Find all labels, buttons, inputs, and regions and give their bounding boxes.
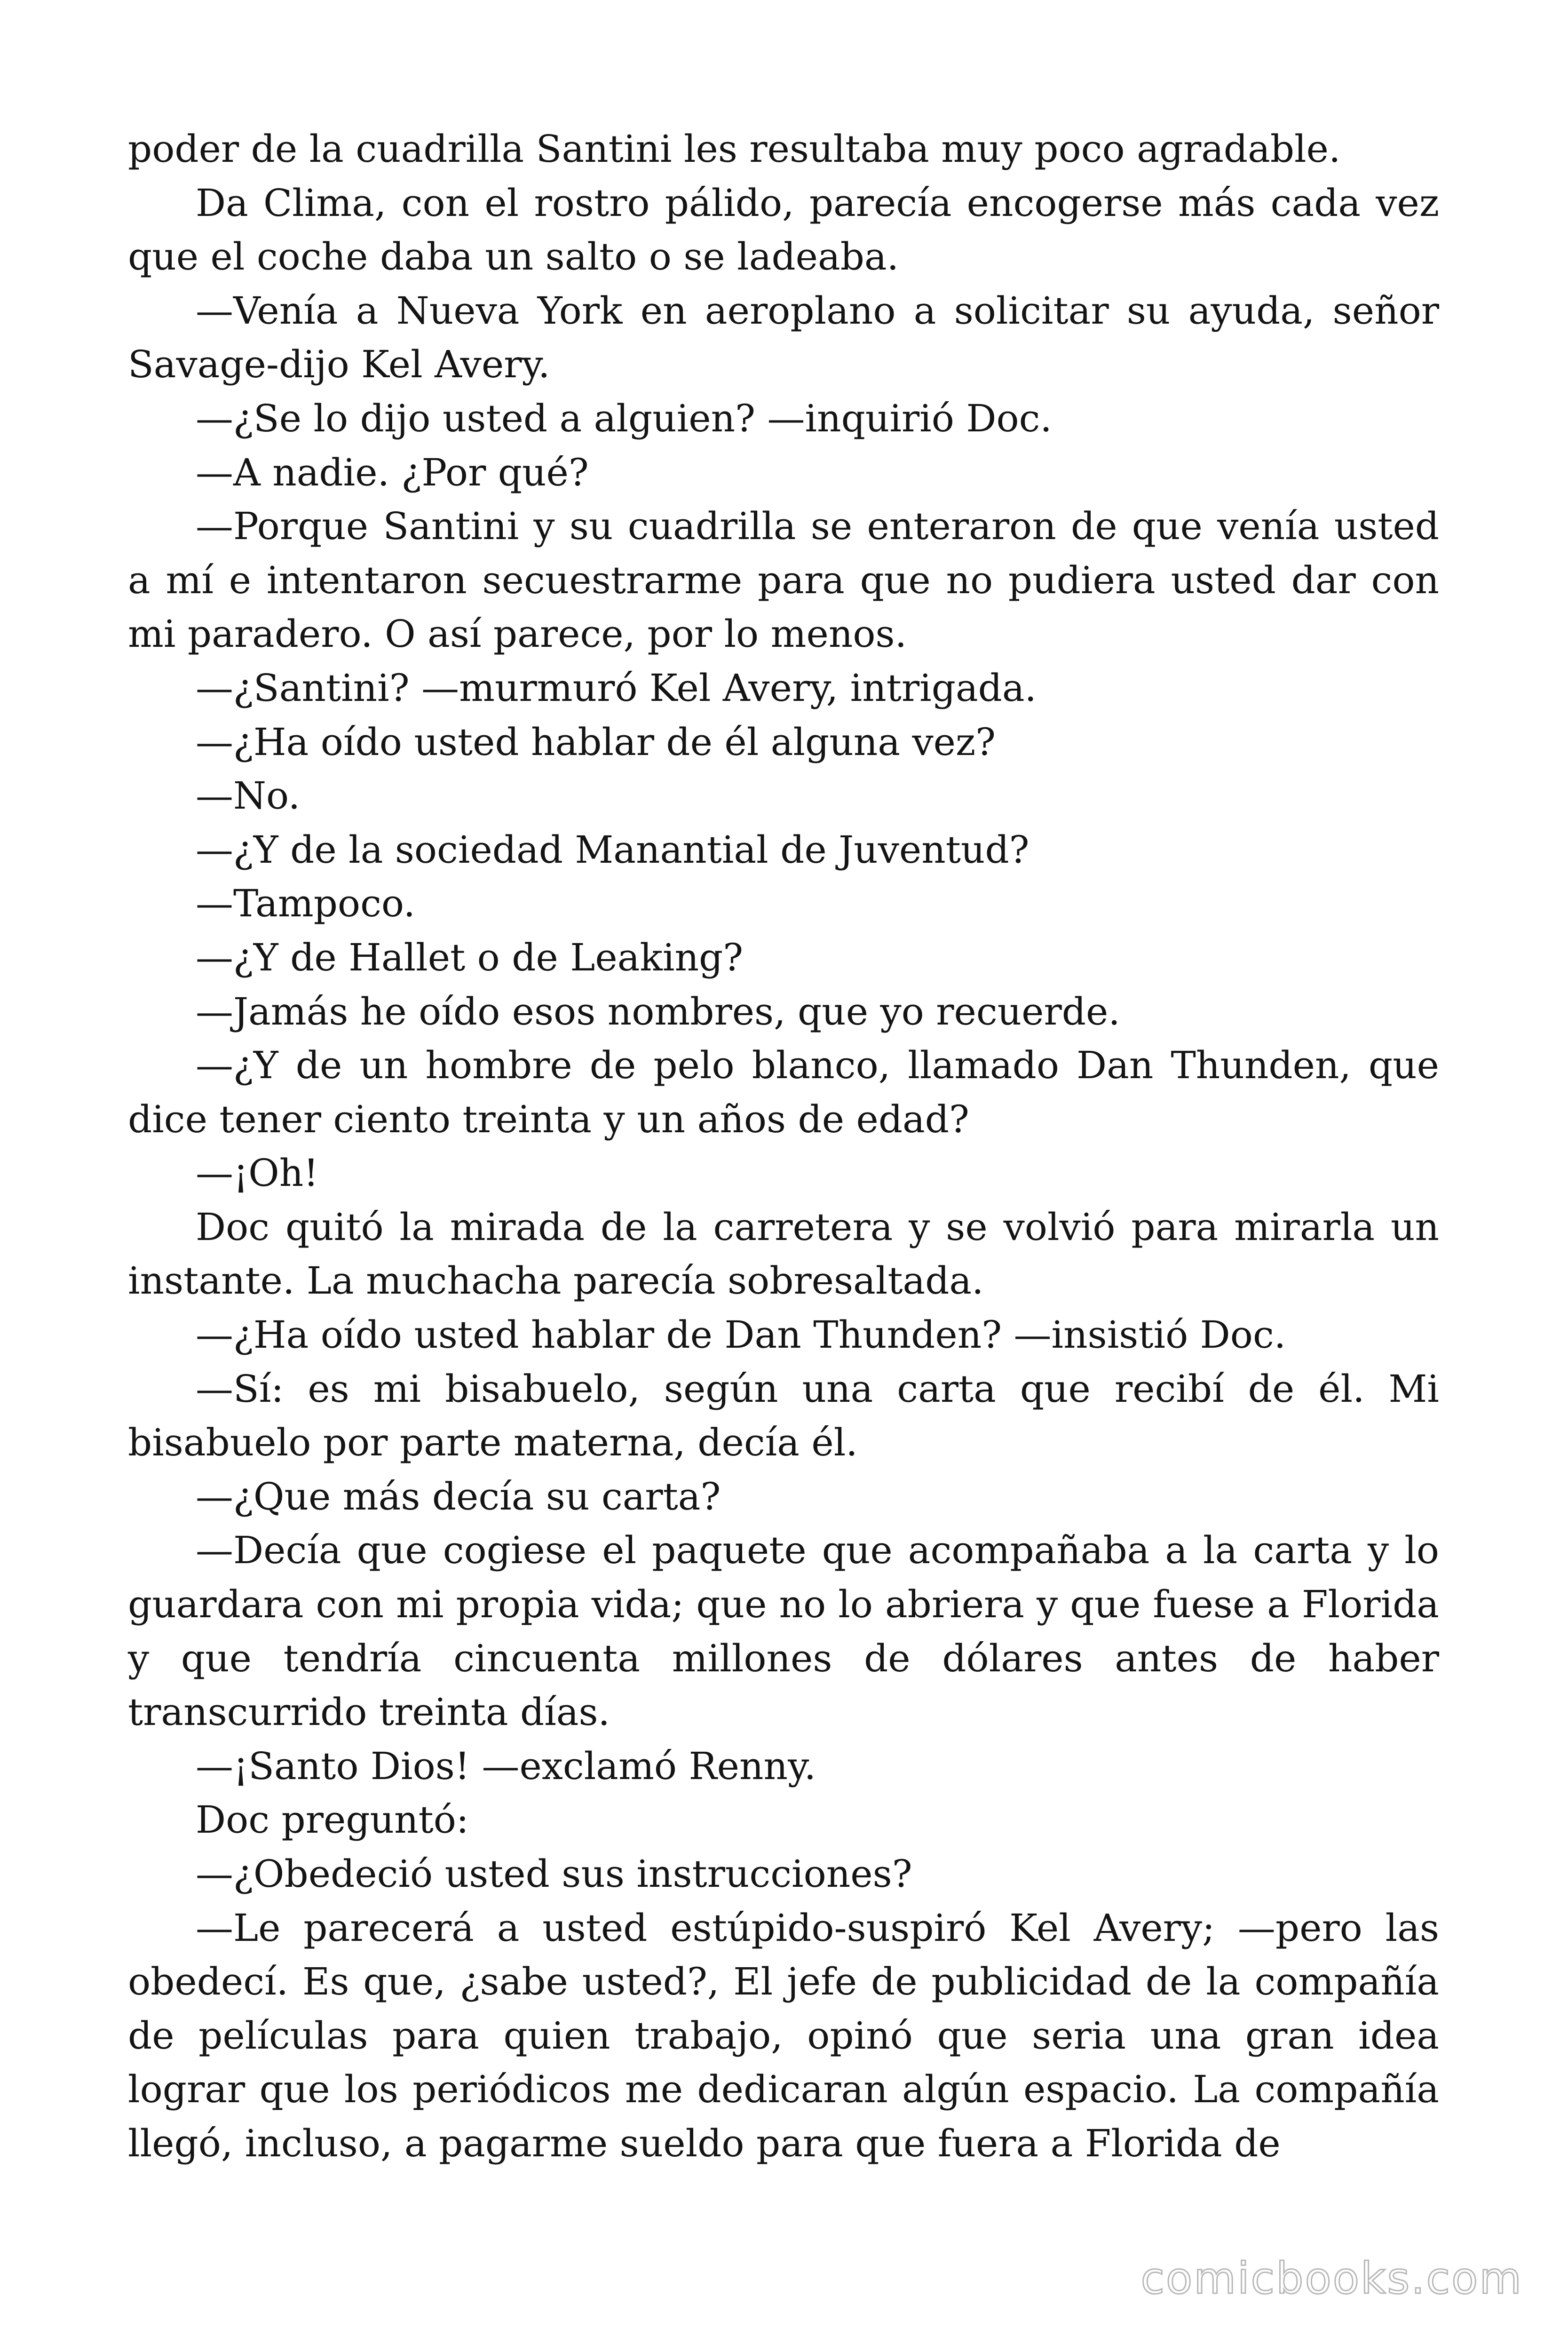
paragraph: —¡Oh!	[196, 1151, 319, 1195]
paragraph: —¿Ha oído usted hablar de Dan Thunden? —insistió Doc.	[196, 1313, 1286, 1357]
paragraph: —A nadie. ¿Por qué?	[196, 450, 589, 494]
paragraph: —Tampoco.	[196, 882, 416, 926]
paragraph: —No.	[196, 774, 301, 818]
paragraph: —¿Que más decía su carta?	[196, 1474, 721, 1518]
paragraph: —¿Se lo dijo usted a alguien? —inquirió Doc.	[196, 396, 1052, 440]
paragraph: —¿Y de la sociedad Manantial de Juventud?	[196, 827, 1029, 872]
paragraph: —¡Santo Dios! —exclamó Renny.	[196, 1744, 816, 1788]
paragraph: Da Clima, con el rostro pálido, parecía encogerse más cada vez que el coche daba un salto o se ladeaba.	[128, 181, 1439, 279]
page-body	[128, 122, 1439, 2171]
paragraph: —Decía que cogiese el paquete que acompañaba a la carta y lo guardara con mi propia vida; que no lo abriera y que fuese a Florida y que tendría cincuenta millones de dólares antes de haber transcurrido treinta días.	[128, 1528, 1439, 1734]
paragraph: —Venía a Nueva York en aeroplano a solicitar su ayuda, señor Savage-dijo Kel Avery.	[128, 288, 1439, 387]
paragraph: —Jamás he oído esos nombres, que yo recuerde.	[196, 989, 1120, 1033]
paragraph: —¿Y de un hombre de pelo blanco, llamado Dan Thunden, que dice tener ciento treinta y un años de edad?	[128, 1043, 1439, 1141]
paragraph: —¿Santini? —murmuró Kel Avery, intrigada.	[196, 666, 1037, 710]
paragraph: —¿Ha oído usted hablar de él alguna vez?	[196, 720, 996, 764]
paragraph: —¿Y de Hallet o de Leaking?	[196, 935, 744, 979]
paragraph: poder de la cuadrilla Santini les resultaba muy poco agradable.	[128, 127, 1341, 171]
paragraph: Doc preguntó:	[196, 1798, 469, 1842]
paragraph: —Porque Santini y su cuadrilla se enteraron de que venía usted a mí e intentaron secuestrarme para que no pudiera usted dar con mi paradero. O así parece, por lo menos.	[128, 504, 1439, 656]
site-watermark: comicbooks.com	[1140, 2253, 1523, 2304]
paragraph: —¿Obedeció usted sus instrucciones?	[196, 1852, 912, 1896]
paragraph: Doc quitó la mirada de la carretera y se volvió para mirarla un instante. La muchacha parecía sobresaltada.	[128, 1205, 1439, 1303]
paragraph: —Le parecerá a usted estúpido-suspiró Kel Avery; —pero las obedecí. Es que, ¿sabe usted?, El jefe de publicidad de la compañía de películas para quien trabajo, opinó que seria una gran idea lograr que los periódicos me dedicaran algún espacio. La compañía llegó, incluso, a pagarme sueldo para que fuera a Florida de	[128, 1906, 1439, 2165]
paragraph: —Sí: es mi bisabuelo, según una carta que recibí de él. Mi bisabuelo por parte materna, decía él.	[128, 1367, 1439, 1465]
